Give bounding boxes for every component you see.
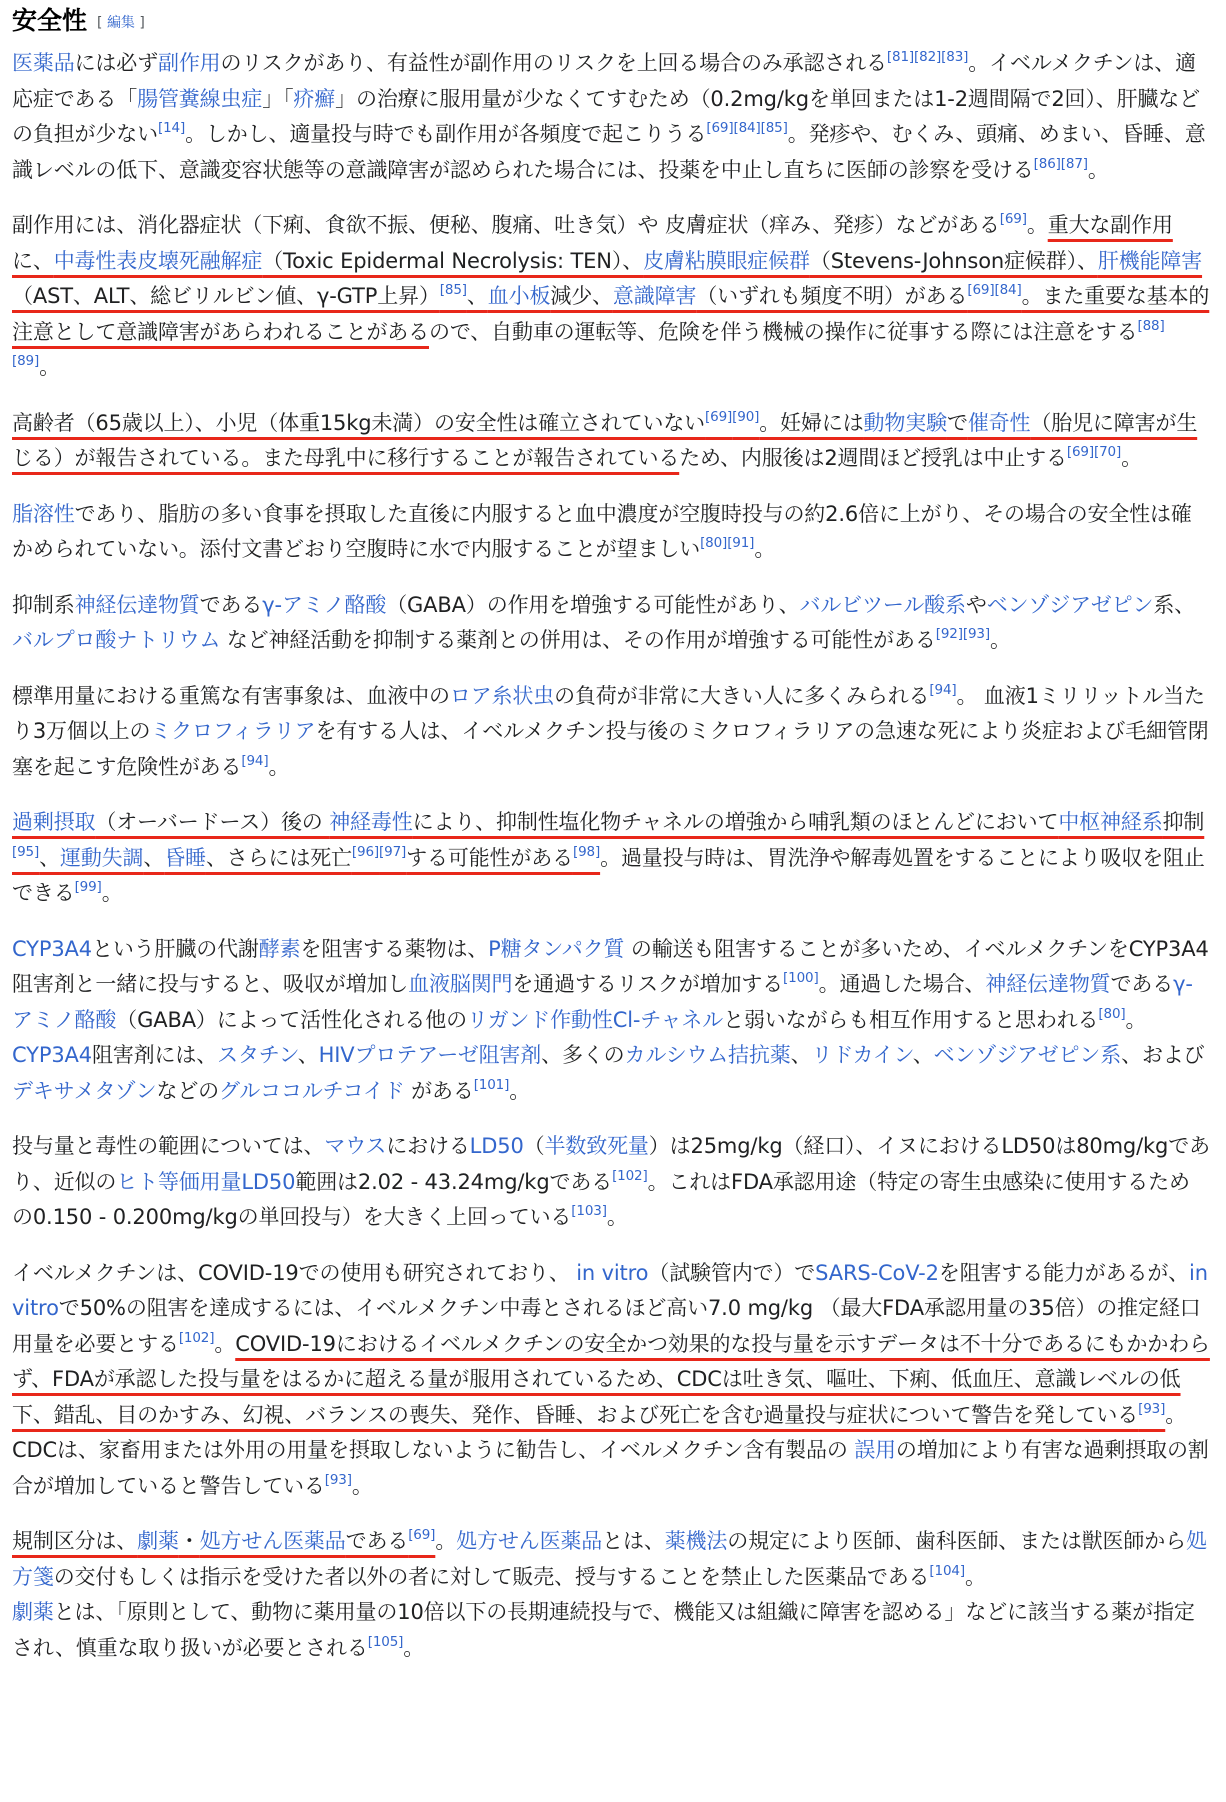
wiki-link[interactable]: ヒト等価用量LD50	[116, 1169, 296, 1194]
paragraph-4: 脂溶性であり、脂肪の多い食事を摂取した直後に内服すると血中濃度が空腹時投与の約2.6倍に上がり、その場合の安全性は確かめられていない。添付文書どおり空腹時に水で内服することが望ましい[80][91]。	[12, 501, 1192, 561]
wiki-link[interactable]: スタチン	[217, 1043, 298, 1067]
wiki-link[interactable]: 副作用	[157, 51, 221, 75]
wiki-link[interactable]: 血小板	[487, 284, 551, 308]
reference-link[interactable]: [88]	[1137, 317, 1165, 334]
reference-link[interactable]: [89]	[12, 353, 40, 369]
wiki-link[interactable]: 中枢神経系	[1058, 810, 1163, 834]
reference-link[interactable]: [69]	[967, 282, 995, 298]
reference-link[interactable]: [93]	[324, 1471, 352, 1488]
wiki-link[interactable]: 医薬品	[12, 51, 75, 75]
reference-link[interactable]: [82]	[914, 49, 942, 65]
reference-link[interactable]: [83]	[941, 49, 969, 65]
reference-link[interactable]: [98]	[572, 843, 601, 860]
wiki-link[interactable]: 肝機能障害	[1097, 248, 1203, 273]
wiki-link[interactable]: 劇薬	[12, 1600, 54, 1624]
paragraph-8: CYP3A4という肝臓の代謝酵素を阻害する薬物は、P糖タンパク質 の輸送も阻害することが多いため、イベルメクチンをCYP3A4阻害剤と一緒に投与すると、吸収が増加し血液脳関門を通過するリスクが増加する[100]。通過した場合、神経伝達物質であるγ-アミノ酪酸（GABA）によって活性化される他のリガンド作動性Cl-チャネルと弱いながらも相互作用すると思われる[80]。CYP3A4阻害剤には、スタチン、HIVプロテアーゼ阻害剤、多くのカルシウム拮抗薬、リドカイン、ベンゾジアゼピン系、およびデキサメタゾンなどのグルココルチコイド がある[101]。	[12, 936, 1209, 1103]
section-title: 安全性	[12, 6, 88, 35]
wiki-link[interactable]: in vitro	[12, 1260, 1208, 1320]
wiki-link[interactable]: 昏睡	[164, 845, 206, 870]
reference-link[interactable]: [102]	[612, 1167, 648, 1184]
wiki-link[interactable]: 意識障害	[612, 284, 697, 308]
reference-link[interactable]: [69]	[705, 408, 733, 425]
wiki-link[interactable]: バルプロ酸ナトリウム	[12, 628, 221, 652]
reference-link[interactable]: [96]	[351, 843, 380, 860]
reference-link[interactable]: [85]	[760, 120, 788, 136]
reference-link[interactable]: [70]	[1094, 444, 1122, 460]
wiki-link[interactable]: 皮膚粘膜眼症候群	[643, 248, 810, 273]
paragraph-2: 副作用には、消化器症状（下痢、食欲不振、便秘、腹痛、吐き気）や 皮膚症状（痒み、発疹）などがある[69]。重大な副作用に、中毒性表皮壊死融解症（Toxic Epidermal Necrolysis: TEN）、皮膚粘膜眼症候群（Stevens-Johnson症候群）、肝機能障害（AST、ALT、総ビリルビン値、γ-GTP上昇）[85]、血小板減少、意識障害（いずれも頻度不明）がある[69][84]。また重要な基本的注意として意識障害があらわれることがあるので、自動車の運転等、危険を伴う機械の操作に従事する際には注意をする[88][89]。	[12, 211, 1210, 379]
paragraph-11: 規制区分は、劇薬・処方せん医薬品である[69]。処方せん医薬品とは、薬機法の規定により医師、歯科医師、または獣医師から処方箋の交付もしくは指示を受けた者以外の者に対して販売、授与することを禁止した医薬品である[104]。 劇薬とは、「原則として、動物に薬用量の10倍以下の長期連続投与で、機能又は組織に障害を認める」などに該当する薬が指定され、慎重な取り扱いが必要とされる[105]。	[12, 1527, 1207, 1660]
wiki-link[interactable]: 神経毒性	[329, 810, 413, 834]
reference-link[interactable]: [104]	[929, 1562, 965, 1579]
paragraph-9: 投与量と毒性の範囲については、マウスにおけるLD50（半数致死量）は25mg/kg（経口）、イヌにおけるLD50は80mg/kgであり、近似のヒト等価用量LD50範囲は2.02 - 43.24mg/kgである[102]。これはFDA承認用途（特定の寄生虫感染に使用するための0.150 - 0.200mg/kgの単回投与）を大きく上回っている[103]。	[12, 1134, 1210, 1229]
reference-link[interactable]: [84]	[733, 120, 761, 136]
paragraph-1: 医薬品には必ず副作用のリスクがあり、有益性が副作用のリスクを上回る場合のみ承認される[81][82][83]。イベルメクチンは、適応症である「腸管糞線虫症」「疥癬」の治療に服用量が少なくてすむため（0.2mg/kgを単回または1-2週間隔で2回）、肝臓などの負担が少ない[14]。しかし、適量投与時でも副作用が各頻度で起こりうる[69][84][85]。発疹や、むくみ、頭痛、めまい、昏睡、意識レベルの低下、意識変容状態等の意識障害が認められた場合には、投薬を中止し直ちに医師の診察を受ける[86][87]。	[12, 49, 1206, 182]
reference-link[interactable]: [14]	[157, 120, 186, 136]
reference-link[interactable]: [87]	[1060, 155, 1088, 172]
reference-link[interactable]: [86]	[1033, 155, 1061, 172]
reference-link[interactable]: [103]	[571, 1203, 607, 1219]
wiki-link[interactable]: ロア糸状虫	[449, 683, 555, 708]
wiki-link[interactable]: バルビツール酸系	[799, 592, 966, 617]
wiki-link[interactable]: 誤用	[854, 1438, 896, 1462]
reference-link[interactable]: [95]	[12, 843, 40, 860]
reference-link[interactable]: [93]	[962, 626, 990, 642]
reference-link[interactable]: [99]	[74, 879, 102, 895]
wiki-link[interactable]: 神経伝達物質	[985, 972, 1111, 996]
highlighted-text: COVID-19におけるイベルメクチンの安全かつ効果的な投与量を示すデータは不十分であるにもかかわらず、FDAが承認した投与量をはるかに超える量が服用されているため、CDCは吐き気、嘔吐、下痢、低血圧、意識レベルの低下、錯乱、目のかすみ、幻視、バランスの喪失、発作、昏睡、および死亡を含む過量投与症状について警告を発している[93]	[12, 1331, 1210, 1427]
wiki-link[interactable]: リドカイン	[811, 1043, 913, 1067]
reference-link[interactable]: [90]	[732, 408, 760, 425]
wiki-link[interactable]: γ-アミノ酪酸	[262, 592, 387, 617]
reference-link[interactable]: [69]	[999, 211, 1027, 227]
reference-link[interactable]: [93]	[1138, 1400, 1166, 1417]
wiki-link[interactable]: 劇薬	[137, 1529, 179, 1553]
wiki-link[interactable]: リガンド作動性Cl-チャネル	[466, 1007, 724, 1032]
reference-link[interactable]: [69]	[408, 1527, 436, 1543]
wiki-link[interactable]: 中毒性表皮壊死融解症	[53, 248, 263, 273]
reference-link[interactable]: [105]	[367, 1633, 404, 1650]
wiki-link[interactable]: 血液脳関門	[408, 972, 513, 996]
wiki-link[interactable]: デキサメタゾン	[12, 1078, 157, 1103]
paragraph-3: 高齢者（65歳以上）、小児（体重15kg未満）の安全性は確立されていない[69][90]。妊婦には動物実験で催奇性（胎児に障害が生じる）が報告されている。また母乳中に移行することが報告されているため、内服後は2週間ほど授乳は中止する[69][70]。	[12, 408, 1198, 470]
reference-link[interactable]: [94]	[241, 752, 269, 769]
wiki-link[interactable]: CYP3A4	[12, 936, 92, 961]
wiki-link[interactable]: 処方箋	[12, 1529, 1207, 1589]
reference-link[interactable]: [81]	[886, 49, 915, 65]
reference-link[interactable]: [102]	[178, 1329, 215, 1346]
wiki-link[interactable]: 疥癬	[293, 86, 336, 111]
reference-link[interactable]: [100]	[783, 970, 819, 986]
wiki-link[interactable]: 腸管糞線虫症	[137, 86, 263, 111]
wiki-link[interactable]: 薬機法	[664, 1529, 728, 1553]
wiki-link[interactable]: 神経伝達物質	[74, 592, 200, 617]
wiki-link[interactable]: グルココルチコイド	[219, 1078, 405, 1103]
reference-link[interactable]: [101]	[473, 1076, 510, 1093]
wiki-link[interactable]: ベンゾジアゼピン系	[933, 1043, 1122, 1067]
wiki-link[interactable]: 脂溶性	[12, 501, 75, 526]
reference-link[interactable]: [69]	[706, 120, 734, 136]
highlighted-text: 過剰摂取（オーバードース）後の 神経毒性により、抑制性塩化物チャネルの増強から哺乳類のほとんどにおいて中枢神経系抑制[95]、運動失調、昏睡、さらには死亡[96][97]する可能性がある[98]	[12, 810, 1205, 870]
reference-link[interactable]: [69]	[1066, 444, 1094, 460]
section-heading	[12, 4, 1210, 40]
highlighted-text: 重大な副作用に、中毒性表皮壊死融解症（Toxic Epidermal Necrolysis: TEN）、皮膚粘膜眼症候群（Stevens-Johnson症候群）、肝機能障害（AST、ALT、総ビリルビン値、γ-GTP上昇）[85]、血小板減少、意識障害（いずれも頻度不明）がある[69][84]。また重要な基本的注意として意識障害があらわれることがある	[12, 213, 1210, 344]
paragraph-5: 抑制系神経伝達物質であるγ-アミノ酪酸（GABA）の作用を増強する可能性があり、バルビツール酸系やベンゾジアゼピン系、バルプロ酸ナトリウム など神経活動を抑制する薬剤との併用は、その作用が増強する可能性がある[92][93]。	[12, 592, 1196, 652]
reference-link[interactable]: [91]	[727, 535, 755, 551]
reference-link[interactable]: [85]	[439, 282, 467, 298]
wiki-link[interactable]: マウス	[324, 1134, 387, 1158]
reference-link[interactable]: [80]	[1098, 1005, 1126, 1022]
wiki-link[interactable]: ミクロフィラリア	[150, 719, 316, 743]
wiki-link[interactable]: HIVプロテアーゼ阻害剤	[318, 1043, 542, 1067]
wiki-link[interactable]: CYP3A4	[12, 1043, 92, 1067]
reference-link[interactable]: [92]	[935, 626, 963, 642]
paragraph-6: 標準用量における重篤な有害事象は、血液中のロア糸状虫の負荷が非常に大きい人に多くみられる[94]。 血液1ミリリットル当たり3万個以上のミクロフィラリアを有する人は、イベルメクチン投与後のミクロフィラリアの急速な死により炎症および毛細管閉塞を起こす危険性がある[94]。	[12, 681, 1209, 779]
wiki-link[interactable]: γ-アミノ酪酸	[12, 972, 1193, 1032]
wiki-link[interactable]: 動物実験	[863, 410, 947, 435]
reference-link[interactable]: [80]	[700, 535, 728, 551]
wiki-link[interactable]: カルシウム拮抗薬	[624, 1043, 791, 1067]
paragraph-10: イベルメクチンは、COVID-19での使用も研究されており、 in vitro（試験管内で）でSARS-CoV-2を阻害する能力があるが、in vitroで50%の阻害を達成するには、イベルメクチン中毒とされるほど高い7.0 mg/kg （最大FDA承認用量の35倍）の推定経口用量を必要とする[102]。COVID-19におけるイベルメクチンの安全かつ効果的な投与量を示すデータは不十分であるにもかかわらず、FDAが承認した投与量をはるかに超える量が服用されているため、CDCは吐き気、嘔吐、下痢、低血圧、意識レベルの低下、錯乱、目のかすみ、幻視、バランスの喪失、発作、昏睡、および死亡を含む過量投与症状について警告を発している[93]。CDCは、家畜用または外用の用量を摂取しないように勧告し、イベルメクチン含有製品の 誤用の増加により有害な過剰摂取の割合が増加していると警告している[93]。	[12, 1260, 1210, 1498]
edit-link[interactable]: 編集	[106, 15, 135, 31]
paragraph-7: 過剰摂取（オーバードース）後の 神経毒性により、抑制性塩化物チャネルの増強から哺乳類のほとんどにおいて中枢神経系抑制[95]、運動失調、昏睡、さらには死亡[96][97]する可能性がある[98]。過量投与時は、胃洗浄や解毒処置をすることにより吸収を阻止できる[99]。	[12, 810, 1205, 905]
wiki-link[interactable]: 運動失調	[59, 845, 144, 870]
wiki-link[interactable]: 処方せん医薬品	[456, 1529, 603, 1553]
wiki-link[interactable]: 処方せん医薬品	[199, 1529, 346, 1553]
wiki-link[interactable]: 酵素	[258, 936, 301, 961]
reference-link[interactable]: [84]	[994, 282, 1022, 298]
wiki-link[interactable]: in vitro	[576, 1260, 649, 1285]
wiki-link[interactable]: 過剰摂取	[12, 810, 96, 834]
wiki-link[interactable]: LD50	[469, 1134, 524, 1158]
reference-link[interactable]: [94]	[929, 681, 957, 698]
highlighted-text: 高齢者（65歳以上）、小児（体重15kg未満）の安全性は確立されていない[69][90]。妊婦には動物実験で催奇性（胎児に障害が生じる）が報告されている。また母乳中に移行することが報告されている	[12, 408, 1198, 470]
wiki-link[interactable]: 催奇性	[967, 410, 1031, 435]
wiki-link[interactable]: 半数致死量	[544, 1134, 649, 1158]
wiki-link[interactable]: SARS-CoV-2	[815, 1260, 939, 1285]
edit-section: [ 編集 ]	[97, 15, 145, 31]
wiki-link[interactable]: ベンゾジアゼピン	[986, 592, 1154, 617]
reference-link[interactable]: [97]	[379, 843, 407, 860]
highlighted-text: 規制区分は、劇薬・処方せん医薬品である[69]	[12, 1527, 436, 1553]
wiki-link[interactable]: P糖タンパク質	[488, 936, 625, 961]
